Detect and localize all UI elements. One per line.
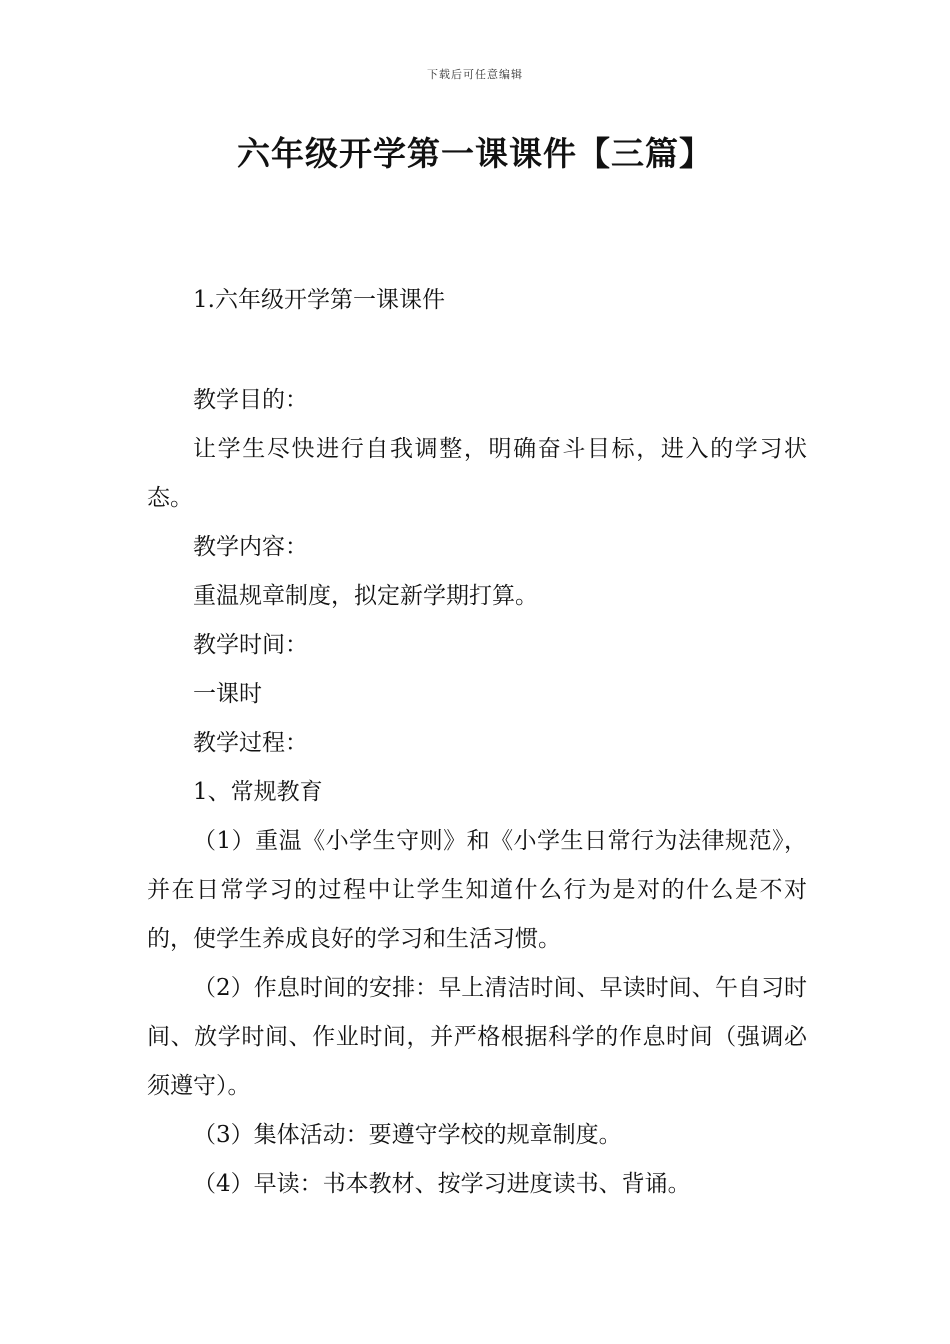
paragraph-teaching-goal-label: 教学目的： [193,387,308,413]
paragraph-teaching-process-label: 教学过程： [193,730,308,756]
paragraph-item-1: （1）重温《小学生守则》和《小学生日常行为法律规范》，并在日常学习的过程中让学生知道什么行为是对的什么是不对的，使学生养成良好的学习和生活习惯。 [147,828,807,952]
paragraph-teaching-content-label: 教学内容： [193,534,308,560]
paragraph-routine-education: 1、常规教育 [193,779,323,805]
paragraph-teaching-time-label: 教学时间： [193,632,308,658]
section-heading: 1.六年级开学第一课课件 [193,287,445,313]
paragraph-teaching-goal: 让学生尽快进行自我调整，明确奋斗目标，进入的学习状态。 [147,436,807,511]
paragraph-item-3: （3）集体活动：要遵守学校的规章制度。 [193,1122,622,1148]
paragraph-item-4: （4）早读：书本教材、按学习进度读书、背诵。 [193,1171,691,1197]
paragraph-item-2: （2）作息时间的安排：早上清洁时间、早读时间、午自习时间、放学时间、作业时间，并严格根据科学的作息时间（强调必须遵守）。 [147,975,807,1099]
header-note: 下载后可任意编辑 [427,68,523,81]
document-title: 六年级开学第一课课件【三篇】 [237,134,713,173]
document-body [147,376,807,1209]
paragraph-teaching-time: 一课时 [193,681,262,707]
paragraph-teaching-content: 重温规章制度，拟定新学期打算。 [193,583,538,609]
